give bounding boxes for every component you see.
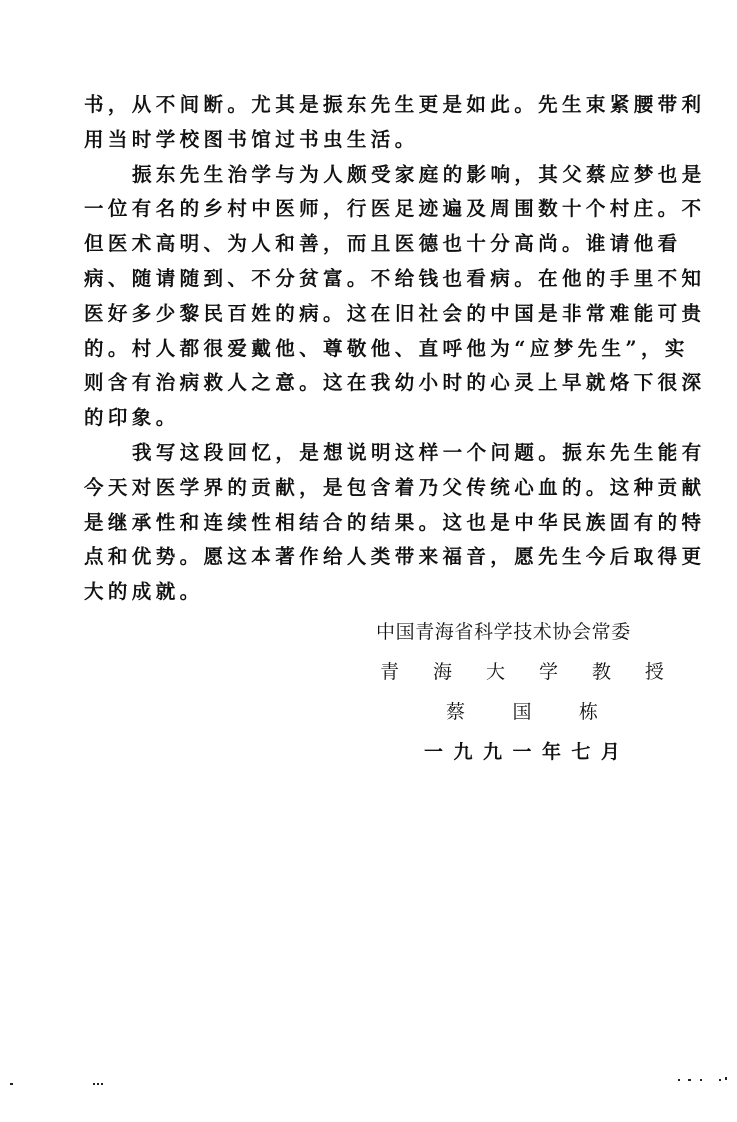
scan-artifact bbox=[719, 1079, 721, 1081]
preface-body bbox=[84, 88, 706, 610]
scan-artifact bbox=[678, 1079, 680, 1081]
date-char: 一 bbox=[424, 741, 444, 763]
signature-name bbox=[376, 692, 668, 732]
scan-artifact bbox=[10, 1083, 13, 1085]
text-line: 大的成就。 bbox=[84, 580, 204, 604]
scan-artifact bbox=[700, 1079, 702, 1081]
scan-artifact bbox=[725, 1077, 727, 1080]
title-char: 教 bbox=[591, 661, 611, 683]
text-line: 的。村人都很爱戴他、尊敬他、直呼他为“应梦先生”，实 bbox=[84, 336, 689, 360]
text-line: 则含有治病救人之意。这在我幼小时的心灵上早就烙下很深 bbox=[84, 371, 706, 395]
date-char: 一 bbox=[512, 741, 532, 763]
title-char: 学 bbox=[538, 661, 558, 683]
text-line: 病、随请随到、不分贫富。不给钱也看病。在他的手里不知 bbox=[84, 266, 706, 290]
title-char: 授 bbox=[644, 661, 664, 683]
name-char: 国 bbox=[512, 701, 532, 723]
name-char: 蔡 bbox=[446, 701, 466, 723]
text-line: 用当时学校图书馆过书虫生活。 bbox=[84, 127, 419, 151]
text-line: 今天对医学界的贡献，是包含着乃父传统心血的。这种贡献 bbox=[84, 475, 706, 499]
date-char: 月 bbox=[600, 741, 620, 763]
text-line: 是继承性和连续性相结合的结果。这也是中华民族固有的特 bbox=[84, 510, 706, 534]
date-char: 年 bbox=[541, 741, 561, 763]
date-char: 七 bbox=[571, 741, 591, 763]
text-line: 的印象。 bbox=[84, 406, 180, 430]
scan-artifact bbox=[101, 1083, 103, 1085]
text-line: 振东先生治学与为人颇受家庭的影响，其父蔡应梦也是 bbox=[132, 162, 706, 186]
text-line: 医好多少黎民百姓的病。这在旧社会的中国是非常难能可贵 bbox=[84, 301, 706, 325]
signature-date bbox=[376, 732, 668, 772]
date-char: 九 bbox=[482, 741, 502, 763]
signature-block bbox=[376, 612, 668, 772]
title-char: 大 bbox=[485, 661, 505, 683]
text-line: 一位有名的乡村中医师，行医足迹遍及周围数十个村庄。不 bbox=[84, 197, 706, 221]
title-char: 青 bbox=[380, 661, 400, 683]
scan-artifact bbox=[688, 1079, 691, 1081]
title-char: 海 bbox=[432, 661, 452, 683]
name-char: 栋 bbox=[578, 701, 598, 723]
signature-organization: 中国青海省科学技术协会常委 bbox=[376, 621, 631, 643]
date-char: 九 bbox=[453, 741, 473, 763]
scan-artifact bbox=[97, 1083, 99, 1085]
text-line: 点和优势。愿这本著作给人类带来福音，愿先生今后取得更 bbox=[84, 545, 706, 569]
signature-title bbox=[376, 652, 668, 692]
text-line: 但医术高明、为人和善，而且医德也十分高尚。谁请他看 bbox=[84, 232, 682, 256]
text-line: 我写这段回忆，是想说明这样一个问题。振东先生能有 bbox=[132, 440, 706, 464]
scan-artifact bbox=[93, 1083, 95, 1085]
text-line: 书，从不间断。尤其是振东先生更是如此。先生束紧腰带利 bbox=[84, 93, 706, 116]
